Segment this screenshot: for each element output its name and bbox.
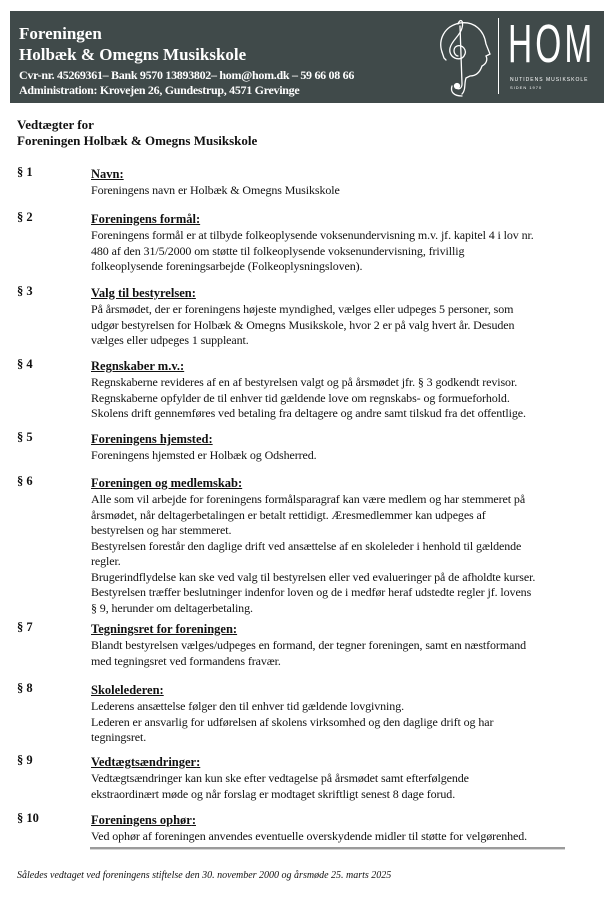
section-text-line: tegningsret. [91, 730, 147, 744]
section-title: Navn [91, 167, 120, 181]
section-text-line: ekstraordinært møde og når forslag er modtaget skriftligt senest 8 dage forud. [91, 786, 456, 801]
section-body [91, 811, 581, 845]
section-heading [91, 474, 581, 492]
section-title: Foreningen og medlemskab [91, 476, 238, 490]
org-contact-info: Cvr-nr. 45269361– Bank 9570 13893802– hom@hom.dk – 59 66 08 66 [19, 68, 355, 82]
section-title: Foreningens formål [91, 212, 196, 226]
org-label: Foreningen [19, 24, 102, 43]
section-number: § 6 [17, 474, 33, 488]
letterhead [10, 11, 604, 103]
section-text-line: 480 af den 31/5/2000 om støtte til folkeoplysende voksenundervisning, frivillig [91, 243, 465, 258]
section-text-line: Skolens drift gennemføres ved betaling fra deltagere og andre samt tilskud fra det offentlige. [91, 406, 526, 420]
document-title-line2: Foreningen Holbæk & Omegns Musikskole [17, 133, 258, 148]
section-number: § 1 [17, 165, 33, 179]
section-title: Foreningens ophør [91, 813, 192, 827]
section-body [91, 681, 581, 746]
section-heading [91, 811, 581, 829]
section-body [91, 753, 581, 802]
document-title [17, 117, 257, 149]
document-title-line1: Vedtægter for [17, 117, 94, 132]
section-text-line: Foreningens navn er Holbæk & Omegns Musikskole [91, 183, 340, 197]
section-title-colon: : [238, 476, 243, 490]
section-text-line: Lederen er ansvarlig for udførelsen af skolens virksomhed og den daglige drift og har [91, 714, 494, 729]
section-text-line: Brugerindflydelse kan ske ved valg til bestyrelsen eller ved evalueringer på de afholdte kurser. [91, 569, 536, 584]
section-title-colon: : [191, 813, 196, 827]
section-title: Vedtægtsændringer [91, 755, 197, 769]
section-text-line: folkeoplysende foreningsarbejde (Folkeoplysningsloven). [91, 259, 363, 273]
section-text-line: Bestyrelsen træffer beslutninger indenfor loven og de i medfør heraf udstedte regler jf. lovens [91, 585, 532, 599]
section-number: § 3 [17, 284, 33, 298]
section-text-line: Bestyrelsen forestår den daglige drift ved ansættelse af en skoleleder i henhold til gældende [91, 538, 522, 553]
section-body [91, 165, 581, 199]
section-number: § 2 [17, 210, 33, 224]
section-body [91, 430, 581, 464]
section-number: § 9 [17, 753, 33, 767]
section-heading [91, 210, 581, 228]
section-title-colon: : [196, 755, 201, 769]
section-divider [90, 847, 565, 850]
section-title: Foreningens hjemsted [91, 432, 209, 446]
section-text-line: Regnskaberne revideres af en af bestyrelsen valgt og på årsmødet jfr. § 3 godkendt revisor. [91, 375, 518, 389]
section-text-line: udgør bestyrelsen for Holbæk & Omegns Musikskole, hvor 2 er på valg hvert år. Desuden [91, 317, 515, 332]
section-text-line: vælges eller udpeges 1 suppleant. [91, 333, 249, 347]
logo-since: SIDEN 1970 [510, 85, 543, 90]
section-title-colon: : [119, 167, 124, 181]
section-title-colon: : [208, 432, 213, 446]
section-title-colon: : [159, 683, 164, 697]
section-text-line: Ved ophør af foreningen anvendes eventuelle overskydende midler til støtte for velgørenhed. [91, 829, 528, 843]
section-heading [91, 357, 581, 375]
section-body [91, 210, 581, 275]
section-text-line: med tegningsret ved formandens fravær. [91, 653, 281, 668]
section-text-line: Alle som vil arbejde for foreningens formålsparagraf kan være medlem og har stemmeret på [91, 492, 526, 506]
section-body [91, 357, 581, 422]
section-heading [91, 620, 581, 638]
section-number: § 4 [17, 357, 33, 371]
section-text-line: Foreningens hjemsted er Holbæk og Odsherred. [91, 448, 317, 462]
section-title: Skolelederen [91, 683, 160, 697]
logo-divider [498, 18, 499, 94]
section-heading [91, 430, 581, 448]
logo-letters: HOM [508, 14, 596, 74]
section-text-line: regler. [91, 554, 121, 568]
section-text-line: årsmødet, når deltagerbetalingen er betalt rettidigt. Æresmedlemmer kan udpeges af [91, 507, 486, 522]
section-number: § 5 [17, 430, 33, 444]
section-heading [91, 284, 581, 302]
section-heading [91, 165, 581, 183]
section-title-colon: : [232, 622, 238, 636]
section-heading [91, 753, 581, 771]
section-text-line: bestyrelsen og har stemmeret. [91, 523, 232, 537]
section-title-colon: : [195, 212, 201, 226]
section-heading [91, 681, 581, 699]
section-text-line: § 9, herunder om deltagerbetaling. [91, 600, 253, 615]
section-text-line: Foreningens formål er at tilbyde folkeoplysende voksenundervisning m.v. jf. kapitel 4 i lov nr. [91, 228, 534, 242]
adoption-note: Således vedtaget ved foreningens stiftelse den 30. november 2000 og årsmøde 25. marts 2025 [17, 870, 392, 881]
section-text-line: Blandt bestyrelsen vælges/udpeges en formand, der tegner foreningen, samt en næstformand [91, 638, 527, 652]
section-text-line: Vedtægtsændringer kan kun ske efter vedtagelse på årsmødet samt efterfølgende [91, 771, 469, 785]
org-name: Holbæk & Omegns Musikskole [19, 45, 247, 64]
section-title-colon: : [191, 286, 196, 300]
section-number: § 8 [17, 681, 33, 695]
section-title: Regnskaber m.v. [91, 359, 181, 373]
org-address: Administration: Krovejen 26, Gundestrup, 4571 Grevinge [19, 83, 300, 97]
section-body [91, 474, 581, 616]
section-text-line: Regnskaberne opfylder de til enhver tid gældende love om regnskabs- og formueforhold. [91, 390, 510, 405]
section-number: § 7 [17, 620, 33, 634]
logo-tagline: NUTIDENS MUSIKSKOLE [510, 77, 589, 83]
section-title: Tegningsret for foreningen [91, 622, 233, 636]
section-title-colon: : [180, 359, 185, 373]
section-number: § 10 [17, 811, 39, 825]
section-text-line: På årsmødet, der er foreningens højeste myndighed, vælges eller udpeges 5 personer, som [91, 302, 514, 316]
hom-logo [430, 14, 600, 100]
treble-clef-head-icon [430, 14, 496, 100]
section-body [91, 620, 581, 669]
section-title: Valg til bestyrelsen [91, 286, 192, 300]
section-text-line: Lederens ansættelse følger den til enhver tid gældende lovgivning. [91, 699, 404, 713]
section-body [91, 284, 581, 349]
